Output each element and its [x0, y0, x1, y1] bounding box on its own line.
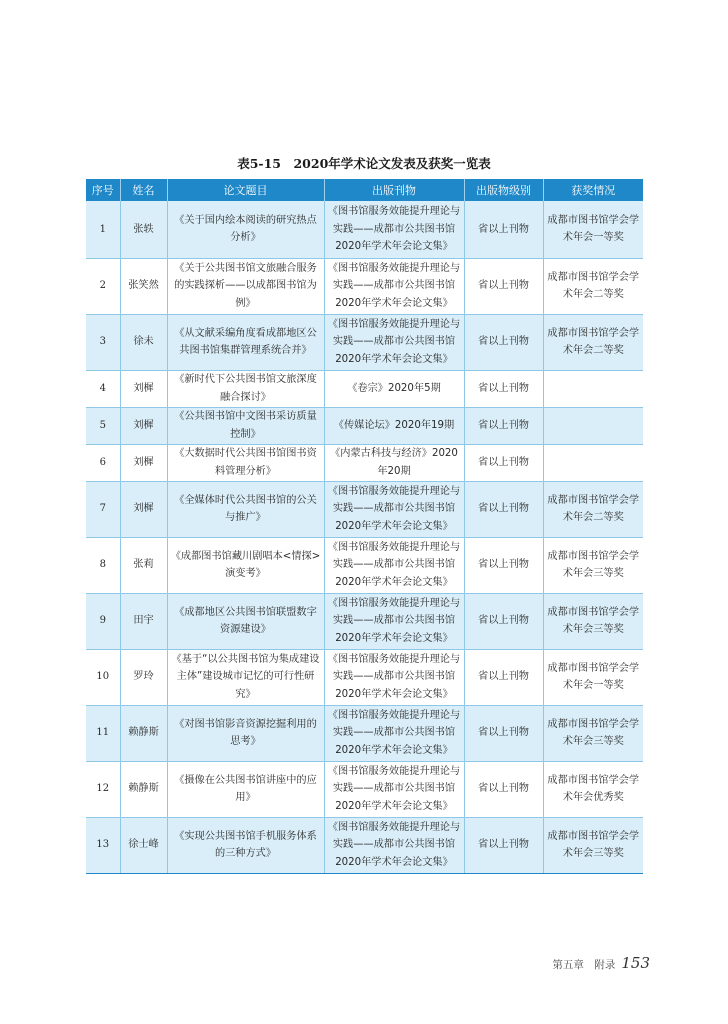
table-row: [86, 593, 643, 649]
row-level: 省以上刊物: [464, 201, 543, 258]
row-award: 成都市图书馆学会学术年会二等奖: [543, 481, 643, 537]
column-header-journal: 出版刊物: [324, 179, 464, 201]
table-row: [86, 201, 643, 258]
row-journal: 《图书馆服务效能提升理论与实践——成都市公共图书馆2020年学术年会论文集》: [324, 593, 464, 649]
table-row: [86, 407, 643, 444]
row-level: 省以上刊物: [464, 649, 543, 705]
row-journal: 《内蒙古科技与经济》2020年20期: [324, 444, 464, 481]
row-award: [543, 444, 643, 481]
row-name: 张轶: [120, 201, 167, 258]
row-title: 《关于公共图书馆文旅融合服务的实践探析——以成都图书馆为例》: [167, 258, 324, 314]
row-no: 6: [86, 444, 120, 481]
row-title: 《对图书馆影音资源挖掘利用的思考》: [167, 705, 324, 761]
row-no: 4: [86, 370, 120, 407]
row-title: 《关于国内绘本阅读的研究热点分析》: [167, 201, 324, 258]
row-award: 成都市图书馆学会学术年会二等奖: [543, 258, 643, 314]
row-no: 8: [86, 537, 120, 593]
row-title: 《从文献采编角度看成都地区公共图书馆集群管理系统合并》: [167, 314, 324, 370]
row-journal: 《图书馆服务效能提升理论与实践——成都市公共图书馆2020年学术年会论文集》: [324, 705, 464, 761]
row-level: 省以上刊物: [464, 407, 543, 444]
row-title: 《成都地区公共图书馆联盟数字资源建设》: [167, 593, 324, 649]
row-award: 成都市图书馆学会学术年会优秀奖: [543, 761, 643, 817]
row-journal: 《图书馆服务效能提升理论与实践——成都市公共图书馆2020年学术年会论文集》: [324, 481, 464, 537]
page-footer: [552, 954, 650, 972]
row-journal: 《图书馆服务效能提升理论与实践——成都市公共图书馆2020年学术年会论文集》: [324, 537, 464, 593]
row-title: 《成都图书馆藏川剧唱本<情探>演变考》: [167, 537, 324, 593]
row-journal: 《图书馆服务效能提升理论与实践——成都市公共图书馆2020年学术年会论文集》: [324, 314, 464, 370]
row-no: 9: [86, 593, 120, 649]
row-name: 刘樨: [120, 407, 167, 444]
column-header-name: 姓名: [120, 179, 167, 201]
table-row: [86, 817, 643, 873]
row-no: 1: [86, 201, 120, 258]
row-level: 省以上刊物: [464, 593, 543, 649]
table-row: [86, 370, 643, 407]
row-award: 成都市图书馆学会学术年会三等奖: [543, 537, 643, 593]
row-name: 刘樨: [120, 444, 167, 481]
row-name: 徐未: [120, 314, 167, 370]
column-header-no: 序号: [86, 179, 120, 201]
table-title: 表5-15 2020年学术论文发表及获奖一览表: [237, 156, 491, 171]
row-name: 赖静斯: [120, 705, 167, 761]
row-journal: 《图书馆服务效能提升理论与实践——成都市公共图书馆2020年学术年会论文集》: [324, 258, 464, 314]
row-award: 成都市图书馆学会学术年会三等奖: [543, 593, 643, 649]
row-title: 《大数据时代公共图书馆图书资料管理分析》: [167, 444, 324, 481]
row-title: 《实现公共图书馆手机服务体系的三种方式》: [167, 817, 324, 873]
row-title: 《新时代下公共图书馆文旅深度融合探讨》: [167, 370, 324, 407]
table-row: [86, 705, 643, 761]
row-title: 《全媒体时代公共图书馆的公关与推广》: [167, 481, 324, 537]
row-level: 省以上刊物: [464, 817, 543, 873]
row-level: 省以上刊物: [464, 370, 543, 407]
row-award: 成都市图书馆学会学术年会一等奖: [543, 201, 643, 258]
row-no: 2: [86, 258, 120, 314]
row-title: 《摄像在公共图书馆讲座中的应用》: [167, 761, 324, 817]
row-level: 省以上刊物: [464, 258, 543, 314]
row-name: 张笑然: [120, 258, 167, 314]
table-row: [86, 258, 643, 314]
row-award: 成都市图书馆学会学术年会三等奖: [543, 705, 643, 761]
row-award: 成都市图书馆学会学术年会二等奖: [543, 314, 643, 370]
column-header-award: 获奖情况: [543, 179, 643, 201]
row-name: 罗玲: [120, 649, 167, 705]
row-name: 赖静斯: [120, 761, 167, 817]
row-name: 田宇: [120, 593, 167, 649]
row-journal: 《卷宗》2020年5期: [324, 370, 464, 407]
table-row: [86, 314, 643, 370]
row-journal: 《图书馆服务效能提升理论与实践——成都市公共图书馆2020年学术年会论文集》: [324, 649, 464, 705]
row-name: 刘樨: [120, 370, 167, 407]
row-no: 5: [86, 407, 120, 444]
row-level: 省以上刊物: [464, 761, 543, 817]
row-name: 徐士峰: [120, 817, 167, 873]
row-name: 刘樨: [120, 481, 167, 537]
column-header-title: 论文题目: [167, 179, 324, 201]
row-no: 7: [86, 481, 120, 537]
row-no: 3: [86, 314, 120, 370]
column-header-level: 出版物级别: [464, 179, 543, 201]
row-title: 《基于“以公共图书馆为集成建设主体”建设城市记忆的可行性研究》: [167, 649, 324, 705]
row-no: 11: [86, 705, 120, 761]
chapter-label: 第五章 附录: [552, 959, 616, 971]
row-level: 省以上刊物: [464, 537, 543, 593]
page-number: 153: [621, 954, 650, 972]
row-award: 成都市图书馆学会学术年会一等奖: [543, 649, 643, 705]
row-level: 省以上刊物: [464, 481, 543, 537]
papers-table: [86, 179, 643, 874]
table-row: [86, 481, 643, 537]
row-no: 10: [86, 649, 120, 705]
row-award: [543, 370, 643, 407]
row-journal: 《图书馆服务效能提升理论与实践——成都市公共图书馆2020年学术年会论文集》: [324, 201, 464, 258]
row-award: 成都市图书馆学会学术年会三等奖: [543, 817, 643, 873]
table-row: [86, 444, 643, 481]
row-no: 12: [86, 761, 120, 817]
table-header-row: [86, 179, 643, 201]
row-title: 《公共图书馆中文图书采访质量控制》: [167, 407, 324, 444]
table-row: [86, 649, 643, 705]
row-award: [543, 407, 643, 444]
table-row: [86, 537, 643, 593]
table-row: [86, 761, 643, 817]
row-journal: 《图书馆服务效能提升理论与实践——成都市公共图书馆2020年学术年会论文集》: [324, 761, 464, 817]
row-journal: 《传媒论坛》2020年19期: [324, 407, 464, 444]
row-level: 省以上刊物: [464, 705, 543, 761]
row-level: 省以上刊物: [464, 444, 543, 481]
row-name: 张莉: [120, 537, 167, 593]
row-no: 13: [86, 817, 120, 873]
row-journal: 《图书馆服务效能提升理论与实践——成都市公共图书馆2020年学术年会论文集》: [324, 817, 464, 873]
row-level: 省以上刊物: [464, 314, 543, 370]
